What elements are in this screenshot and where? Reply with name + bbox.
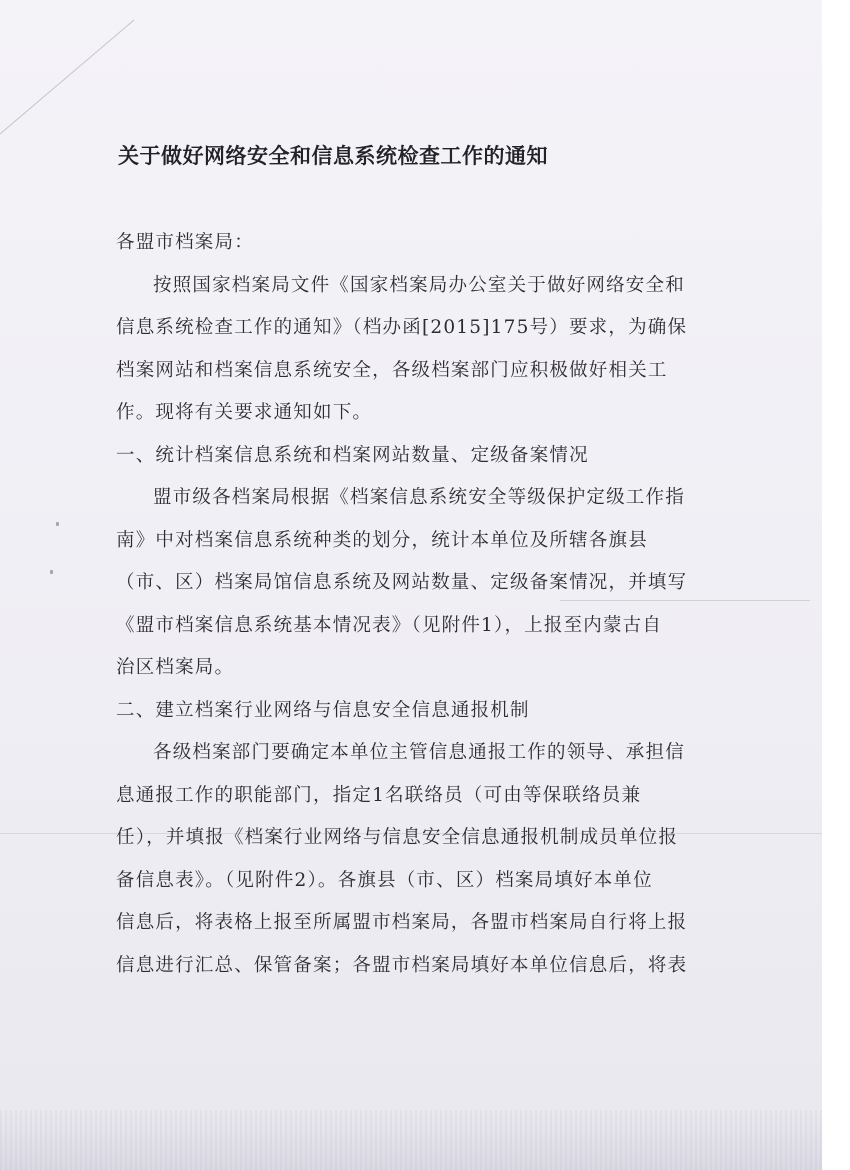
scan-speck bbox=[50, 570, 53, 574]
paragraph-line: （市、区）档案局馆信息系统及网站数量、定级备案情况，并填写 bbox=[116, 572, 688, 593]
paragraph-line: 备信息表》。（见附件2）。各旗县（市、区）档案局填好本单位 bbox=[116, 869, 653, 891]
paragraph-line: 按照国家档案局文件《国家档案局办公室关于做好网络安全和 bbox=[153, 274, 685, 296]
paragraph-line: 作。现将有关要求通知如下。 bbox=[116, 402, 373, 423]
scan-border bbox=[822, 0, 850, 1170]
document-body bbox=[116, 222, 696, 987]
paragraph-line: 信息后，将表格上报至所属盟市档案局，各盟市档案局自行将上报 bbox=[116, 912, 688, 933]
section-heading: 一、统计档案信息系统和档案网站数量、定级备案情况 bbox=[116, 444, 589, 466]
paragraph-line: 信息进行汇总、保管备案；各盟市档案局填好本单位信息后，将表 bbox=[116, 954, 688, 976]
scan-speck bbox=[56, 522, 59, 526]
paragraph-line: 治区档案局。 bbox=[116, 657, 235, 678]
section-heading: 二、建立档案行业网络与信息安全信息通报机制 bbox=[116, 699, 530, 721]
paragraph-line: 档案网站和档案信息系统安全，各级档案部门应积极做好相关工 bbox=[116, 359, 668, 381]
paragraph-line: 任），并填报《档案行业网络与信息安全信息通报机制成员单位报 bbox=[116, 827, 679, 848]
paragraph-line: 各级档案部门要确定本单位主管信息通报工作的领导、承担信 bbox=[153, 742, 685, 763]
paragraph-line: 南》中对档案信息系统种类的划分，统计本单位及所辖各旗县 bbox=[116, 529, 648, 551]
document-title: 关于做好网络安全和信息系统检查工作的通知 bbox=[118, 144, 548, 168]
scan-noise bbox=[0, 1110, 822, 1170]
paragraph-line: 息通报工作的职能部门，指定1名联络员（可由等保联络员兼 bbox=[116, 784, 642, 806]
paragraph-line: 《盟市档案信息系统基本情况表》（见附件1），上报至内蒙古自 bbox=[116, 614, 663, 636]
paragraph-line: 盟市级各档案局根据《档案信息系统安全等级保护定级工作指 bbox=[153, 487, 685, 508]
paragraph-line: 信息系统检查工作的通知》（档办函[2015]175号）要求，为确保 bbox=[116, 317, 688, 338]
salutation: 各盟市档案局： bbox=[116, 232, 254, 253]
page-fold-mark bbox=[0, 0, 140, 140]
